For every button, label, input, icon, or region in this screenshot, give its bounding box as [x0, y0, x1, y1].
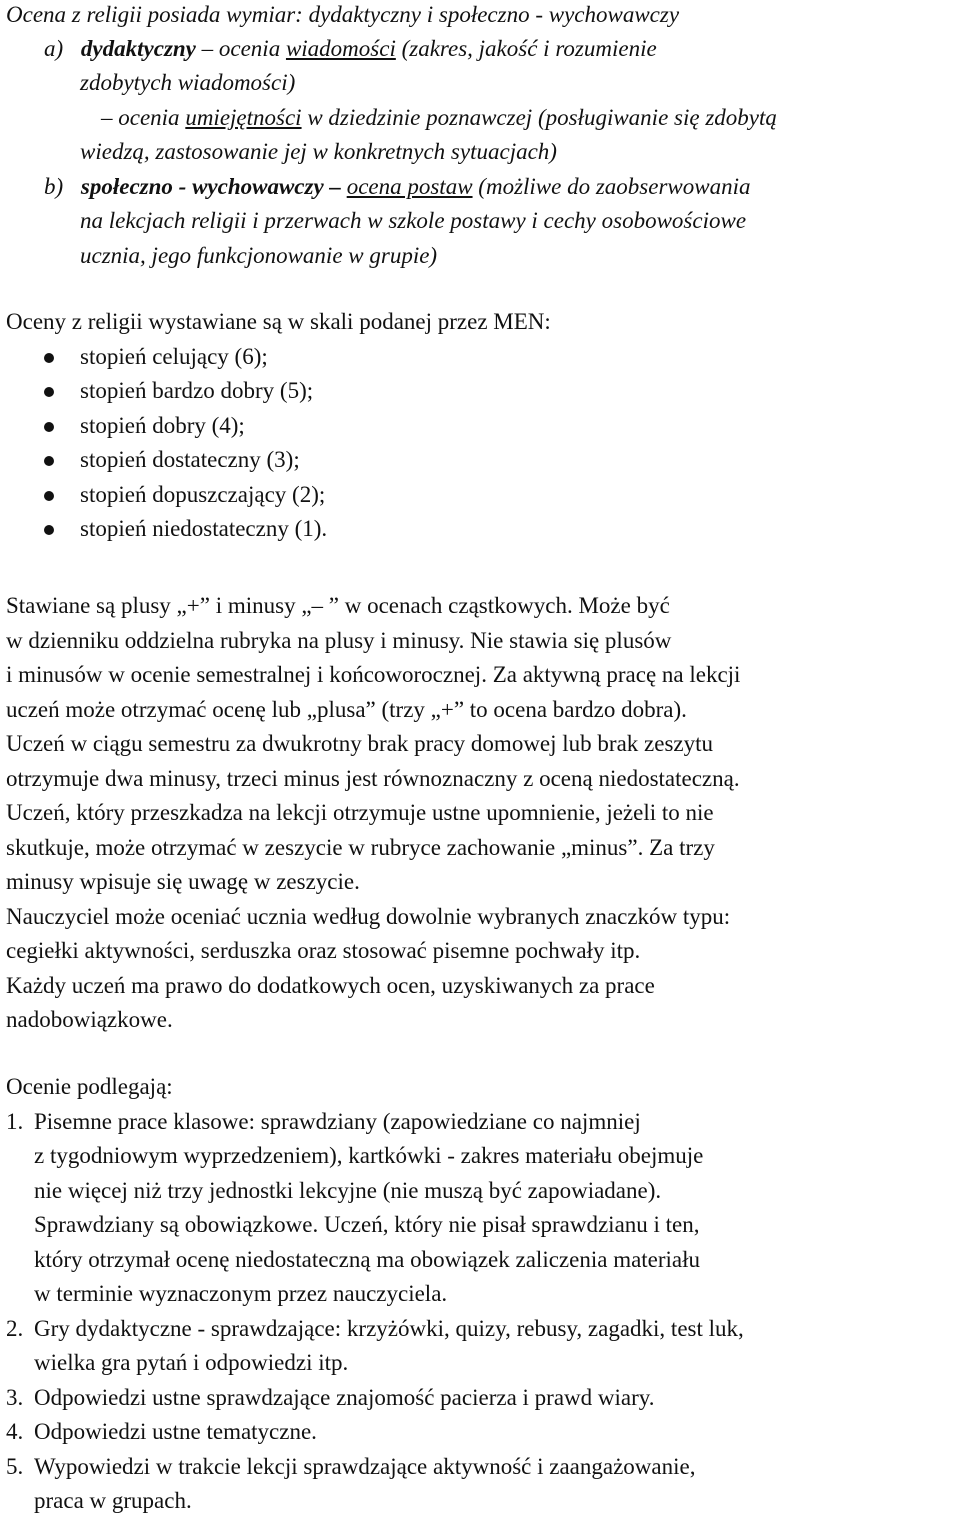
bullet-icon	[44, 456, 54, 466]
paragraph-line: Uczeń w ciągu semestru za dwukrotny brak pracy domowej lub brak zeszytu	[6, 731, 714, 756]
list-item-text: stopień dobry (4);	[80, 413, 245, 438]
item-number: 4.	[6, 1419, 24, 1444]
text-fragment: – ocenia	[195, 36, 286, 61]
text-fragment: (zakres, jakość i rozumienie	[395, 36, 657, 61]
bullet-icon	[44, 491, 54, 501]
paragraph-line: w dzienniku oddzielna rubryka na plusy i minusy. Nie stawia się plusów	[6, 628, 672, 653]
list-item-text: stopień bardzo dobry (5);	[80, 378, 314, 403]
term-didactic: dydaktyczny	[80, 36, 196, 61]
list-item-text: stopień niedostateczny (1).	[80, 516, 328, 541]
text-fragment: – ocenia	[101, 105, 186, 130]
paragraph-line: uczeń może otrzymać ocenę lub „plusa” (trzy „+” to ocena bardzo dobra).	[6, 697, 687, 722]
item-a-line-1	[44, 34, 657, 64]
paragraph-line: Nauczyciel może oceniać ucznia według dowolnie wybranych znaczków typu:	[6, 904, 731, 929]
paragraph-line: Uczeń, który przeszkadza na lekcji otrzymuje ustne upomnienie, jeżeli to nie	[6, 800, 714, 825]
item-a-line-2: zdobytych wiadomości)	[80, 70, 296, 95]
paragraph-line: cegiełki aktywności, serduszka oraz stosować pisemne pochwały itp.	[6, 938, 641, 963]
item-marker: b)	[44, 174, 64, 199]
paragraph-line: Każdy uczeń ma prawo do dodatkowych ocen, uzyskiwanych za prace	[6, 973, 655, 998]
paragraph-line: otrzymuje dwa minusy, trzeci minus jest równoznaczny z oceną niedostateczną.	[6, 766, 740, 791]
list-item-text: stopień dopuszczający (2);	[80, 482, 326, 507]
bullet-icon	[44, 387, 54, 397]
section-heading: Ocenie podlegają:	[6, 1074, 173, 1099]
item-a-line-3	[101, 103, 777, 133]
item-line: nie więcej niż trzy jednostki lekcyjne (nie muszą być zapowiadane).	[34, 1178, 662, 1203]
underlined-term: umiejętności	[185, 105, 302, 130]
section-heading: Ocena z religii posiada wymiar: dydaktyczny i społeczno - wychowawczy	[6, 2, 680, 27]
item-line: który otrzymał ocenę niedostateczną ma obowiązek zaliczenia materiału	[34, 1247, 701, 1272]
item-b-line-1	[44, 172, 750, 202]
paragraph-line: nadobowiązkowe.	[6, 1007, 173, 1032]
item-line: z tygodniowym wyprzedzeniem), kartkówki - zakres materiału obejmuje	[34, 1143, 704, 1168]
item-number: 3.	[6, 1385, 24, 1410]
item-number: 2.	[6, 1316, 24, 1341]
term-social: społeczno - wychowawczy –	[80, 174, 341, 199]
paragraph-line: Stawiane są plusy „+” i minusy „– ” w ocenach cząstkowych. Może być	[6, 593, 670, 618]
bullet-icon	[44, 525, 54, 535]
underlined-term: ocena postaw	[346, 174, 473, 199]
item-line: Wypowiedzi w trakcie lekcji sprawdzające aktywność i zaangażowanie,	[34, 1454, 696, 1479]
item-b-line-2: na lekcjach religii i przerwach w szkole postawy i cechy osobowościowe	[80, 208, 747, 233]
item-line: Pisemne prace klasowe: sprawdziany (zapowiedziane co najmniej	[34, 1109, 641, 1134]
bullet-icon	[44, 422, 54, 432]
paragraph-line: skutkuje, może otrzymać w zeszycie w rubryce zachowanie „minus”. Za trzy	[6, 835, 715, 860]
item-a-line-4: wiedzą, zastosowanie jej w konkretnych sytuacjach)	[80, 139, 557, 164]
item-b-line-3: ucznia, jego funkcjonowanie w grupie)	[80, 243, 438, 268]
paragraph-line: i minusów w ocenie semestralnej i końcoworocznej. Za aktywną pracę na lekcji	[6, 662, 741, 687]
item-number: 5.	[6, 1454, 24, 1479]
list-item-text: stopień celujący (6);	[80, 344, 268, 369]
item-line: wielka gra pytań i odpowiedzi itp.	[34, 1350, 349, 1375]
underlined-term: wiadomości	[285, 36, 396, 61]
section-heading: Oceny z religii wystawiane są w skali podanej przez MEN:	[6, 309, 551, 334]
item-marker: a)	[44, 36, 64, 61]
item-line: praca w grupach.	[34, 1488, 192, 1513]
paragraph-line: minusy wpisuje się uwagę w zeszycie.	[6, 869, 360, 894]
list-item-text: stopień dostateczny (3);	[80, 447, 300, 472]
item-line: Odpowiedzi ustne sprawdzające znajomość pacierza i prawd wiary.	[34, 1385, 655, 1410]
item-line: Sprawdziany są obowiązkowe. Uczeń, który nie pisał sprawdzianu i ten,	[34, 1212, 700, 1237]
bullet-icon	[44, 353, 54, 363]
item-line: Gry dydaktyczne - sprawdzające: krzyżówki, quizy, rebusy, zagadki, test luk,	[34, 1316, 744, 1341]
item-number: 1.	[6, 1109, 24, 1134]
item-line: Odpowiedzi ustne tematyczne.	[34, 1419, 317, 1444]
text-fragment: w dziedzinie poznawczej (posługiwanie się zdobytą	[301, 105, 777, 130]
item-line: w terminie wyznaczonym przez nauczyciela.	[34, 1281, 448, 1306]
text-fragment: (możliwe do zaobserwowania	[472, 174, 751, 199]
